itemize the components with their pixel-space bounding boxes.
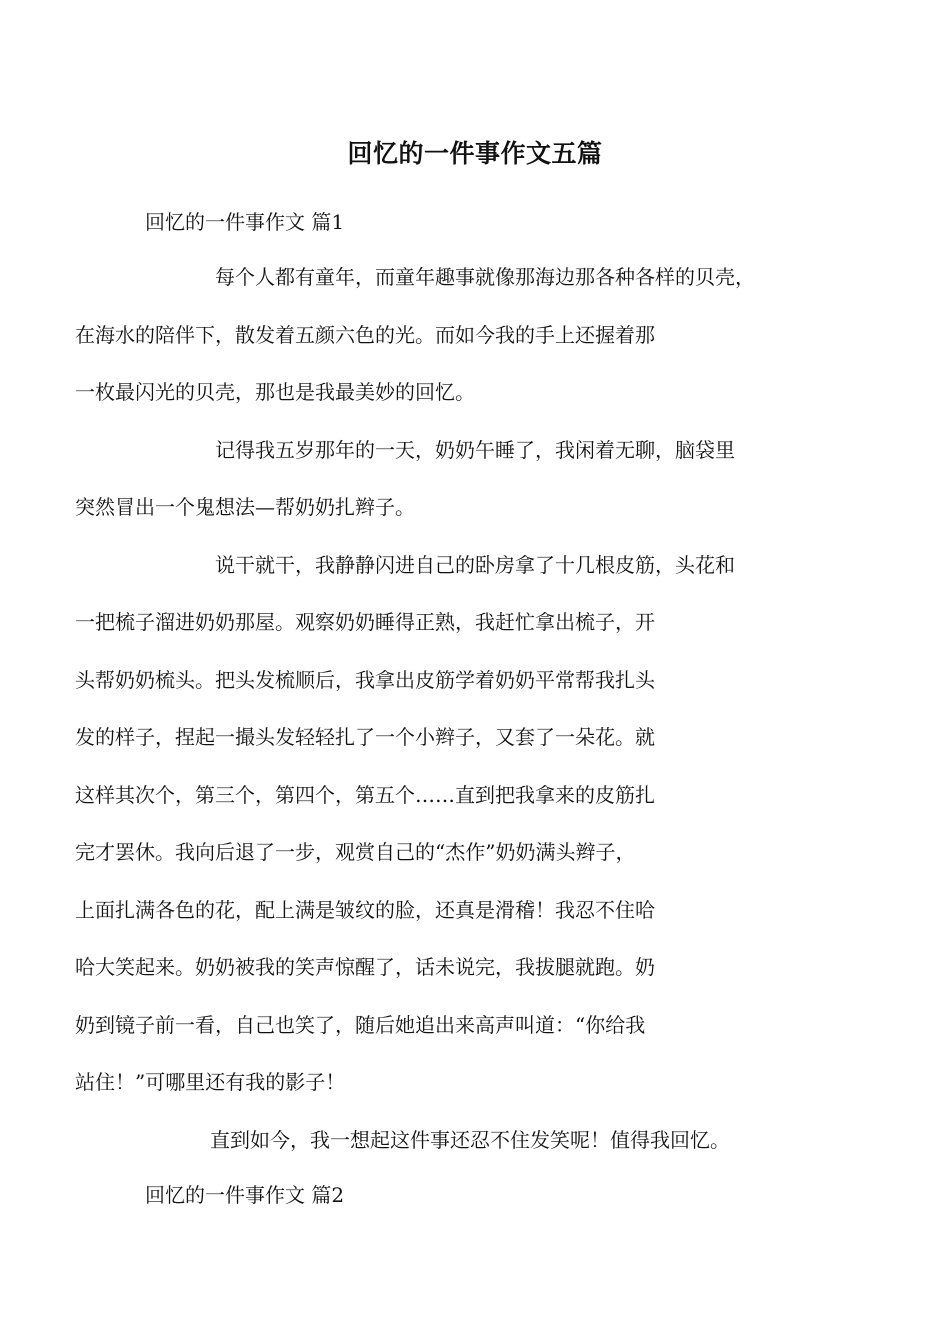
- paragraph-line: 记得我五岁那年的一天，奶奶午睡了，我闲着无聊，脑袋里: [215, 437, 735, 462]
- paragraph-line: 发的样子，捏起一撮头发轻轻扎了一个小辫子，又套了一朵花。就: [75, 725, 655, 749]
- paragraph-4: [145, 1112, 807, 1170]
- paragraph-line: 这样其次个，第三个，第四个，第五个……直到把我拿来的皮筋扎: [75, 782, 655, 807]
- section-heading: 回忆的一件事作文 篇2: [145, 1183, 345, 1207]
- paragraph-line: 头帮奶奶梳头。把头发梳顺后，我拿出皮筋学着奶奶平常帮我扎头: [75, 667, 655, 692]
- paragraph-3: [75, 537, 807, 1112]
- paragraph-line: 直到如今，我一想起这件事还忍不住发笑呢！值得我回忆。: [210, 1127, 730, 1152]
- paragraph-line: 在海水的陪伴下，散发着五颜六色的光。而如今我的手上还握着那: [75, 322, 655, 347]
- paragraph-line: 站住！”可哪里还有我的影子！: [75, 1070, 346, 1094]
- paragraph-line: 说干就干，我静静闪进自己的卧房拿了十几根皮筋，头花和: [215, 552, 735, 577]
- section-heading: 回忆的一件事作文 篇1: [145, 210, 345, 234]
- section-1-body: [75, 249, 825, 1169]
- section-2: [145, 1175, 825, 1215]
- paragraph-line: 上面扎满各色的花，配上满是皱纹的脸，还真是滑稽！我忍不住哈: [75, 897, 655, 922]
- paragraph-2: [75, 422, 807, 537]
- paragraph-line: 每个人都有童年，而童年趣事就像那海边那各种各样的贝壳，: [215, 265, 755, 289]
- paragraph-line: 奶到镜子前一看，自己也笑了，随后她追出来高声叫道：“你给我: [75, 1012, 646, 1037]
- section-1: [145, 202, 825, 242]
- paragraph-line: 哈大笑起来。奶奶被我的笑声惊醒了，话未说完，我拔腿就跑。奶: [75, 955, 655, 979]
- paragraph-line: 突然冒出一个鬼想法—帮奶奶扎辫子。: [75, 495, 415, 519]
- paragraph-1: [75, 249, 807, 422]
- paragraph-line: 完才罢休。我向后退了一步，观赏自己的“杰作”奶奶满头辫子，: [75, 840, 636, 864]
- document-title: 回忆的一件事作文五篇: [347, 139, 603, 168]
- paragraph-line: 一枚最闪光的贝壳，那也是我最美妙的回忆。: [75, 380, 475, 404]
- paragraph-line: 一把梳子溜进奶奶那屋。观察奶奶睡得正熟，我赶忙拿出梳子，开: [75, 610, 655, 634]
